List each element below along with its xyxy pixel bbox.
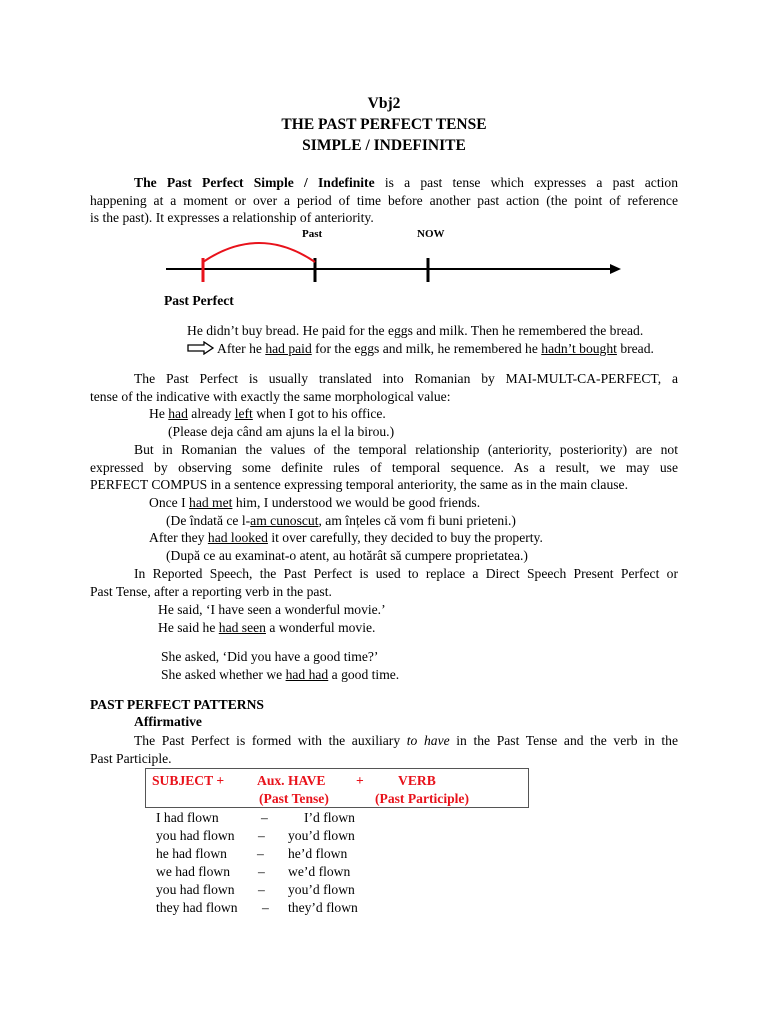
example-sentence: He didn’t buy bread. He paid for the eggs and milk. Then he remembered the bread. — [187, 323, 644, 338]
reported-example-1: He said, ‘I have seen a wonderful movie.’ — [158, 602, 386, 617]
translation-line-1: The Past Perfect is usually translated into Romanian by MAI-MULT-CA-PERFECT, a — [134, 371, 678, 386]
romanian-example-2-ro: (După ce au examinat-o atent, au hotărât să cumpere proprietatea.) — [166, 548, 528, 563]
conjugation-full: you had flown — [156, 882, 235, 897]
intro-line-1 — [90, 174, 678, 192]
example-verb: had met — [189, 495, 233, 510]
example-rewrite — [187, 340, 654, 357]
example-text: (De îndată ce l- — [166, 513, 251, 528]
reported-line-2: Past Tense, after a reporting verb in the past. — [90, 583, 332, 599]
example-verb: am cunoscut — [250, 513, 319, 528]
intro-line-1-rest: is a past tense which expresses a past action — [374, 175, 678, 190]
conjugation-dash: – — [258, 828, 265, 843]
conjugation-full: you had flown — [156, 828, 235, 843]
timeline-arrowhead-icon — [610, 264, 621, 274]
patterns-subheading: Affirmative — [134, 714, 202, 729]
reported-line-1: In Reported Speech, the Past Perfect is used to replace a Direct Speech Present Perfect or — [134, 566, 678, 581]
conjugation-dash: – — [257, 846, 264, 861]
example-rewrite-text: for the eggs and milk, he remembered he — [311, 341, 542, 356]
romanian-line-1: But in Romanian the values of the temporal relationship (anteriority, posteriority) are not — [134, 442, 678, 457]
example-rewrite-text: bread. — [616, 341, 654, 356]
conjugation-full: he had flown — [156, 846, 227, 861]
intro-line-3: is the past). It expresses a relationship of anteriority. — [90, 210, 374, 225]
translation-line-2: tense of the indicative with exactly the same morphological value: — [90, 388, 451, 404]
timeline-arc — [203, 243, 315, 262]
timeline-now-label: NOW — [417, 228, 445, 240]
conjugation-short: we’d flown — [288, 864, 351, 879]
example-text: Once I — [149, 495, 190, 510]
romanian-example-1 — [149, 494, 480, 511]
patterns-italic-term: to have — [406, 733, 450, 748]
example-text: He said he — [158, 620, 219, 635]
translation-example-ro: (Please deja când am ajuns la el la birou.) — [168, 424, 395, 439]
conjugation-short: he’d flown — [288, 846, 348, 861]
example-verb: had looked — [207, 530, 268, 545]
conjugation-short: you’d flown — [288, 828, 355, 843]
example-rewrite-text: After he — [217, 341, 266, 356]
conjugation-dash: – — [262, 900, 269, 915]
arrow-right-icon — [187, 341, 215, 355]
example-text: She asked whether we — [161, 667, 286, 682]
conjugation-full: we had flown — [156, 864, 230, 879]
pattern-table-header — [145, 768, 529, 808]
example-text: a wonderful movie. — [265, 620, 376, 635]
conjugation-dash: – — [258, 864, 265, 879]
header-verb-sub: (Past Participle) — [375, 791, 469, 806]
reported-example-4 — [161, 666, 399, 683]
example-text: After they — [149, 530, 208, 545]
example-text: when I got to his office. — [252, 406, 386, 421]
romanian-paragraph — [90, 441, 678, 494]
example-text: He — [149, 406, 169, 421]
example-verb: left — [234, 406, 253, 421]
reported-paragraph — [90, 565, 678, 600]
romanian-example-2 — [149, 529, 543, 546]
example-rewrite-verb-1: had paid — [265, 341, 312, 356]
patterns-line-1 — [90, 732, 678, 750]
example-rewrite-verb-2: hadn’t bought — [541, 341, 617, 356]
conjugation-dash: – — [258, 882, 265, 897]
patterns-text: in the Past Tense and the verb in the — [449, 733, 679, 748]
example-text: a good time. — [328, 667, 400, 682]
example-text: , am înțeles că vom fi buni prieteni.) — [318, 513, 516, 528]
translation-paragraph — [90, 370, 678, 405]
header-verb: VERB — [398, 773, 436, 788]
timeline-caption: Past Perfect — [164, 293, 234, 308]
patterns-line-2: Past Participle. — [90, 750, 172, 766]
header-subject: SUBJECT + — [152, 773, 225, 788]
conjugation-short: I’d flown — [304, 810, 355, 825]
conjugation-short: they’d flown — [288, 900, 358, 915]
page-title: THE PAST PERFECT TENSE — [281, 116, 487, 133]
doc-code: Vbj2 — [367, 95, 401, 112]
intro-line-2: happening at a moment or over a period of time before another past action (the point of reference — [90, 192, 678, 208]
intro-paragraph — [90, 174, 678, 227]
timeline-past-label: Past — [302, 228, 323, 240]
conjugation-full: they had flown — [156, 900, 238, 915]
header-aux: Aux. HAVE — [257, 773, 326, 788]
romanian-example-1-ro — [166, 512, 516, 529]
example-verb: had seen — [218, 620, 266, 635]
patterns-text: The Past Perfect is formed with the auxiliary — [134, 733, 407, 748]
conjugation-short: you’d flown — [288, 882, 355, 897]
reported-example-3: She asked, ‘Did you have a good time?’ — [161, 649, 379, 664]
conjugation-full: I had flown — [156, 810, 219, 825]
page-subtitle: SIMPLE / INDEFINITE — [302, 137, 466, 154]
example-text: already — [187, 406, 235, 421]
example-verb: had had — [285, 667, 329, 682]
example-text: it over carefully, they decided to buy the property. — [267, 530, 543, 545]
patterns-heading: PAST PERFECT PATTERNS — [90, 697, 264, 712]
example-text: him, I understood we would be good friends. — [232, 495, 481, 510]
translation-example — [149, 405, 386, 422]
timeline-diagram — [160, 238, 630, 288]
romanian-line-3: PERFECT COMPUS in a sentence expressing temporal anteriority, the same as in the main clause. — [90, 477, 628, 492]
conjugation-dash: – — [261, 810, 268, 825]
header-plus: + — [356, 773, 364, 788]
reported-example-2 — [158, 619, 375, 636]
example-verb: had — [168, 406, 188, 421]
intro-bold-term: The Past Perfect Simple / Indefinite — [134, 175, 375, 190]
header-aux-sub: (Past Tense) — [259, 791, 329, 806]
patterns-paragraph — [90, 732, 678, 767]
romanian-line-2: expressed by observing some definite rules of temporal sequence. As a result, we may use — [90, 459, 678, 475]
